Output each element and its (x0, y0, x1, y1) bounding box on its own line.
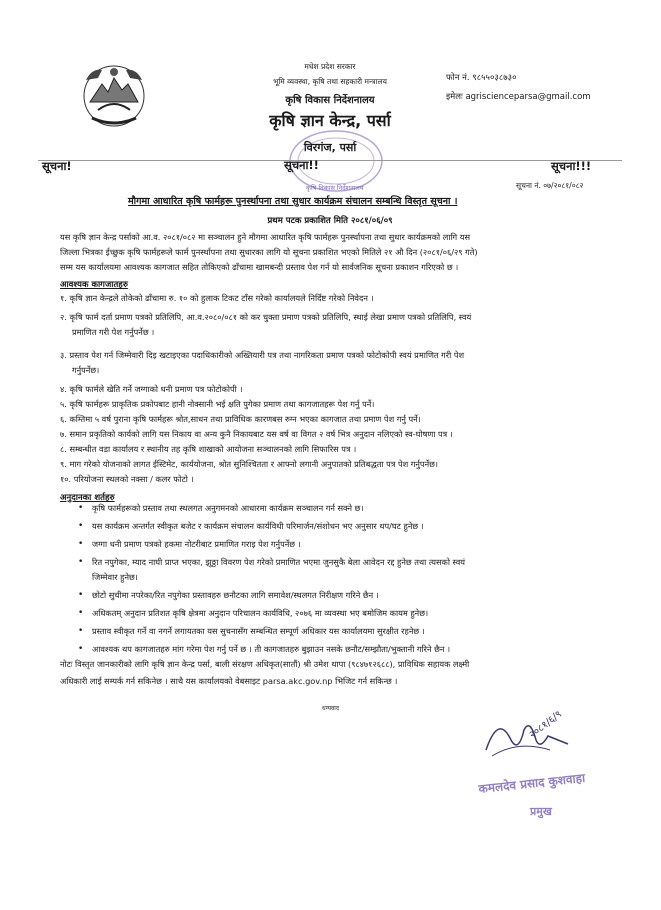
docs-heading: आवश्यक कागजातहरु (60, 280, 128, 290)
docs-list (60, 291, 622, 487)
signature-date: २०८१/६/९ (527, 708, 565, 741)
stamp-text: कृषि विकास निर्देशनालय (306, 184, 364, 192)
doc-item: ८. सम्बन्धीत वडा कार्यालय र स्थानीय तह कृषि शाखाको आयोजना सञ्चालनको लागि सिफारिस पत्र । (60, 444, 357, 454)
doc-item: ९. माग गरेको योजनाको लागत ईस्टिमेट, कार्ययोजना, श्रोत सुनिश्चितता र आफ्नो लगानी अनुपातको प्रतिबद्धता पत्र पेश गर्नुपर्नेछ। (60, 459, 438, 469)
condition-item: • रित नपुगेका, म्याद नाघी प्राप्त भएका, झुठ्ठा विवरण पेश गरेको प्रमाणित भएमा जुनसुकै बेला आवेदन रद्द हुनेछ तथा त्यसको स्वयं (92, 555, 622, 570)
doc-item: १. कृषि ज्ञान केन्द्रले तोकेको ढाँचामा रु. १० को हुलाक टिकट टाँस गरेको कार्यालयले निर्दिष्ट गरेको निवेदन । (60, 293, 374, 303)
doc-item: ४. कृषि फार्मले खेति गर्ने जग्गाको धनी प्रमाण पत्र फोटोकोपी । (60, 384, 243, 394)
condition-item: • प्रस्ताव स्वीकृत गर्ने वा नगर्ने लगायतका यस सुचनासँग सम्बन्धित सम्पूर्ण अधिकार यस कार्यालयमा सुरक्षीत रहनेछ । (92, 624, 622, 639)
banner-rule (38, 160, 622, 161)
intro-line: जिल्ला भित्रका ईच्छुक कृषि फार्महरूले फार्म पुनर्स्थापना तथा सुधारका लागि यो सूचना प्रकाशित भएको मितिले २१ औ दिन (२०८१/०६/२९ गते) (60, 247, 478, 257)
note-line: अधिकारी लाई सम्पर्क गर्न सकिनेछ । साथै यस कार्यालयको वेबसाइट parsa.akc.gov.np भिजिट गर्न सकिन्छ । (60, 676, 398, 686)
thanks-text: धन्यवाद (322, 705, 340, 712)
document-title: मौगमा आधारित कृषि फार्महरू पुनर्स्थापना तथा सुधार कार्यक्रम संचालन सम्बन्धि विस्तृत सूचना । (128, 196, 458, 207)
header-directorate: कृषि विकास निर्देशनालय (285, 95, 375, 106)
condition-item: • यस कार्यक्रम अन्तर्गत स्वीकृत बजेट र कार्यक्रम संचालन कार्यविधी परिमार्जन/संशोधन भए अनुसार थप/घट हुनेछ । (92, 519, 622, 534)
doc-item-cont: प्रमाणित गरी पेश गर्नुपर्नेछ । (72, 327, 155, 337)
header-ministry: भूमि व्यवस्था, कृषि तथा सहकारी मन्त्रालय (273, 77, 387, 86)
condition-item: • जग्गा धनी प्रमाण पत्रको हकमा नोटरीबाट प्रमाणित गराइ पेश गर्नुपर्नेछ । (92, 537, 622, 552)
intro-line: यस कृषि ज्ञान केन्द्र पर्साको आ.व. २०८१/०८२ मा सञ्चालन हुने मौगमा आधारित कृषि फार्महरू पुनर्स्थापना तथा सुधार कार्यक्रमको लागि यस (60, 232, 471, 242)
doc-item: ५. कृषि फार्महरू प्राकृतिक प्रकोपबाट हानी नोक्सानी भई क्षति पुगेका प्रमाण तथा कागजातहरू पेश गर्नु पर्ने। (60, 399, 375, 409)
signatory-designation: प्रमुख (530, 805, 552, 818)
notice-right: सूचना!!! (551, 159, 592, 173)
doc-item: १०. परियोजना स्थलको नक्सा / कलर फोटो । (60, 474, 194, 484)
doc-item: ७. समान प्रकृतिको कार्यको लागि यस निकाय वा अन्य कुनै निकायबाट यस वर्ष वा विगत २ वर्ष भित्र अनुदान नलिएको स्व-घोषणा पत्र । (60, 429, 453, 439)
header-government: मधेश प्रदेश सरकार (304, 62, 356, 71)
conditions-list (92, 501, 622, 657)
nepal-emblem-logo (78, 58, 150, 130)
document-subtitle: प्रथम पटक प्रकाशित मिति २०८१/०६/०९ (267, 216, 393, 226)
signatory-name: कमलदेव प्रसाद कुशवाहा (477, 770, 586, 796)
doc-item-cont: गर्नुपर्नेछ। (72, 365, 100, 375)
condition-item: • आवश्यक थप कागजातहरु मांग गरेमा पेश गर्नु पर्ने छ । ती कागजातहरु बुझाउन नसके छनौट/सम्झौता/भुक्तानी गरिने छैन । (92, 642, 622, 657)
header-email: इमेलः agriscienceparsa@gmail.com (446, 92, 591, 102)
notice-left: सूचना! (42, 159, 72, 173)
notice-center: सूचना!! (284, 158, 319, 172)
doc-item: ६. कम्तिमा ५ वर्ष पुराना कृषि फार्महरू श्रोत,साधन तथा प्राविधिक कारणबस रुग्न भएका कागजात तथा प्रमाण पेश गर्नु पर्ने। (60, 414, 421, 424)
doc-item: ३. प्रस्ताव पेश गर्न जिम्मेवारी दिइ खटाइएका पदाधिकारीको अख्तियारी पत्र तथा नागरिकता प्रमाण पत्रको फोटोकोपी स्वयं प्रमाणित गरी पेश (60, 350, 465, 360)
note-line: नोटः विस्तृत जानकारीको लागि कृषि ज्ञान केन्द्र पर्सा, बाली संरक्षण अधिकृत(सातौं) श्री उमेश थापा (९८४७१२६८८), प्राविधिक सहायक लक्ष्मी (60, 659, 470, 669)
notice-number: सूचना नं. ०७/२०८१/०८२ (516, 181, 584, 190)
header-office-name: कृषि ज्ञान केन्द्र, पर्सा (269, 111, 391, 130)
doc-item: २. कृषि फार्म दर्ता प्रमाण पत्रको प्रतिलिपि, आ.व.२०८०/०८१ को कर चुक्ता प्रमाण पत्रको प्रतिलिपि, स्थाई लेखा प्रमाण पत्रको प्रतिलिपि, स्वयं (60, 312, 472, 322)
intro-line: सम्म यस कार्यालयमा आवश्यक कागजात सहित तोकिएको ढाँचामा खामबन्दी प्रस्ताव पेश गर्न यो सार्वजनिक सूचना प्रकाशन गरिएको छ । (60, 262, 459, 272)
condition-item: • कृषि फार्महरूको प्रस्ताव तथा स्थलगत अनुगमनको आधारमा कार्यक्रम सञ्चालन गर्न सक्ने छ। (92, 501, 622, 516)
condition-item: • छोटो सुचीमा नपरेका/रित नपुगेका प्रस्तावहरु छनौटका लागि समावेश/स्थलगत निरीक्षण गरिने छैन । (92, 588, 622, 603)
condition-item: • अधिकतम् अनुदान प्रतिशत कृषि क्षेत्रमा अनुदान परिचालन कार्यविधि, २०७६ मा व्यवस्था भए बमोजिम कायम हुनेछ। (92, 606, 622, 621)
header-place: विरगंज, पर्सा (303, 141, 357, 154)
intro-paragraph (60, 230, 620, 275)
condition-item-cont: जिम्मेवार हुनेछ। (92, 572, 138, 582)
note-paragraph (60, 656, 622, 690)
conditions-heading: अनुदानका शर्तहरु (60, 493, 115, 503)
header-phone: फोन नं. ९८५५०३८७३० (446, 73, 517, 83)
